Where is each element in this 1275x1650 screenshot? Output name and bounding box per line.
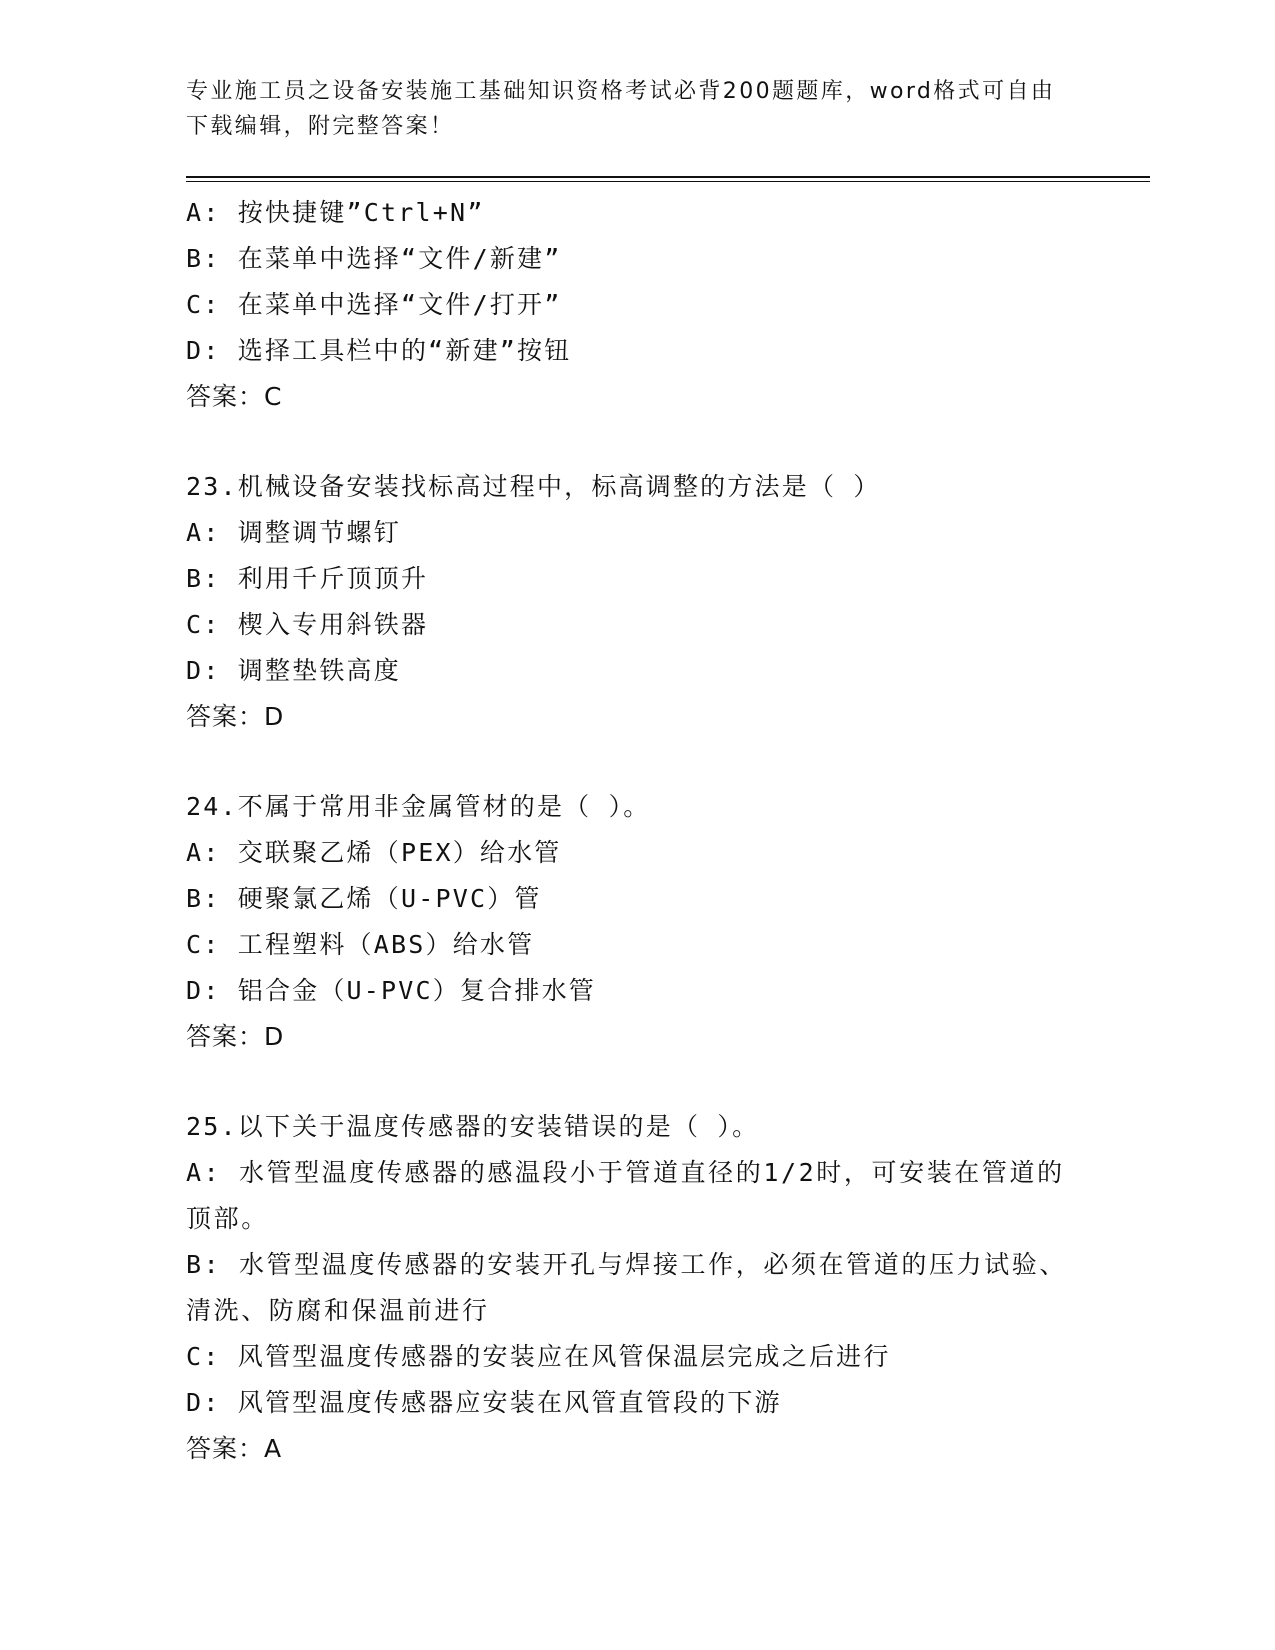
- spacer: [186, 420, 1086, 464]
- answer-line: 答案：D: [186, 702, 285, 731]
- question-list: [186, 190, 1086, 1472]
- question-25: [186, 1104, 1086, 1472]
- option-b: B: 利用千斤顶顶升: [186, 564, 429, 593]
- option-d: D: 铝合金（U-PVC）复合排水管: [186, 976, 597, 1005]
- question-23: [186, 464, 1086, 740]
- question-24: [186, 784, 1086, 1060]
- document-header: 专业施工员之设备安装施工基础知识资格考试必背200题题库，word格式可自由下载编辑，附完整答案！: [186, 79, 1056, 139]
- question-stem: 24.不属于常用非金属管材的是（ ）。: [186, 792, 651, 821]
- header-divider-thick: [186, 176, 1150, 178]
- answer-line: 答案：D: [186, 1022, 285, 1051]
- option-b: B: 在菜单中选择“文件/新建”: [186, 244, 562, 273]
- option-a: A: 水管型温度传感器的感温段小于管道直径的1/2时，可安装在管道的顶部。: [186, 1158, 1065, 1233]
- option-c: C: 风管型温度传感器的安装应在风管保温层完成之后进行: [186, 1342, 891, 1371]
- option-d: D: 风管型温度传感器应安装在风管直管段的下游: [186, 1388, 782, 1417]
- answer-line: 答案：A: [186, 1434, 283, 1463]
- option-d: D: 选择工具栏中的“新建”按钮: [186, 336, 572, 365]
- option-c: C: 在菜单中选择“文件/打开”: [186, 290, 562, 319]
- option-c: C: 工程塑料（ABS）给水管: [186, 930, 535, 959]
- answer-line: 答案：C: [186, 382, 283, 411]
- spacer: [186, 1060, 1086, 1104]
- header-divider-thin: [186, 181, 1150, 182]
- option-b: B: 硬聚氯乙烯（U-PVC）管: [186, 884, 542, 913]
- question-stem: 25.以下关于温度传感器的安装错误的是（ ）。: [186, 1112, 760, 1141]
- option-a: A: 按快捷键”Ctrl+N”: [186, 198, 485, 227]
- question-stem: 23.机械设备安装找标高过程中，标高调整的方法是（ ）: [186, 472, 881, 501]
- option-a: A: 调整调节螺钉: [186, 518, 401, 547]
- question-22-continued: [186, 190, 1086, 420]
- spacer: [186, 740, 1086, 784]
- option-a: A: 交联聚乙烯（PEX）给水管: [186, 838, 562, 867]
- option-d: D: 调整垫铁高度: [186, 656, 401, 685]
- option-b: B: 水管型温度传感器的安装开孔与焊接工作，必须在管道的压力试验、清洗、防腐和保温前进行: [186, 1250, 1067, 1325]
- option-c: C: 楔入专用斜铁器: [186, 610, 429, 639]
